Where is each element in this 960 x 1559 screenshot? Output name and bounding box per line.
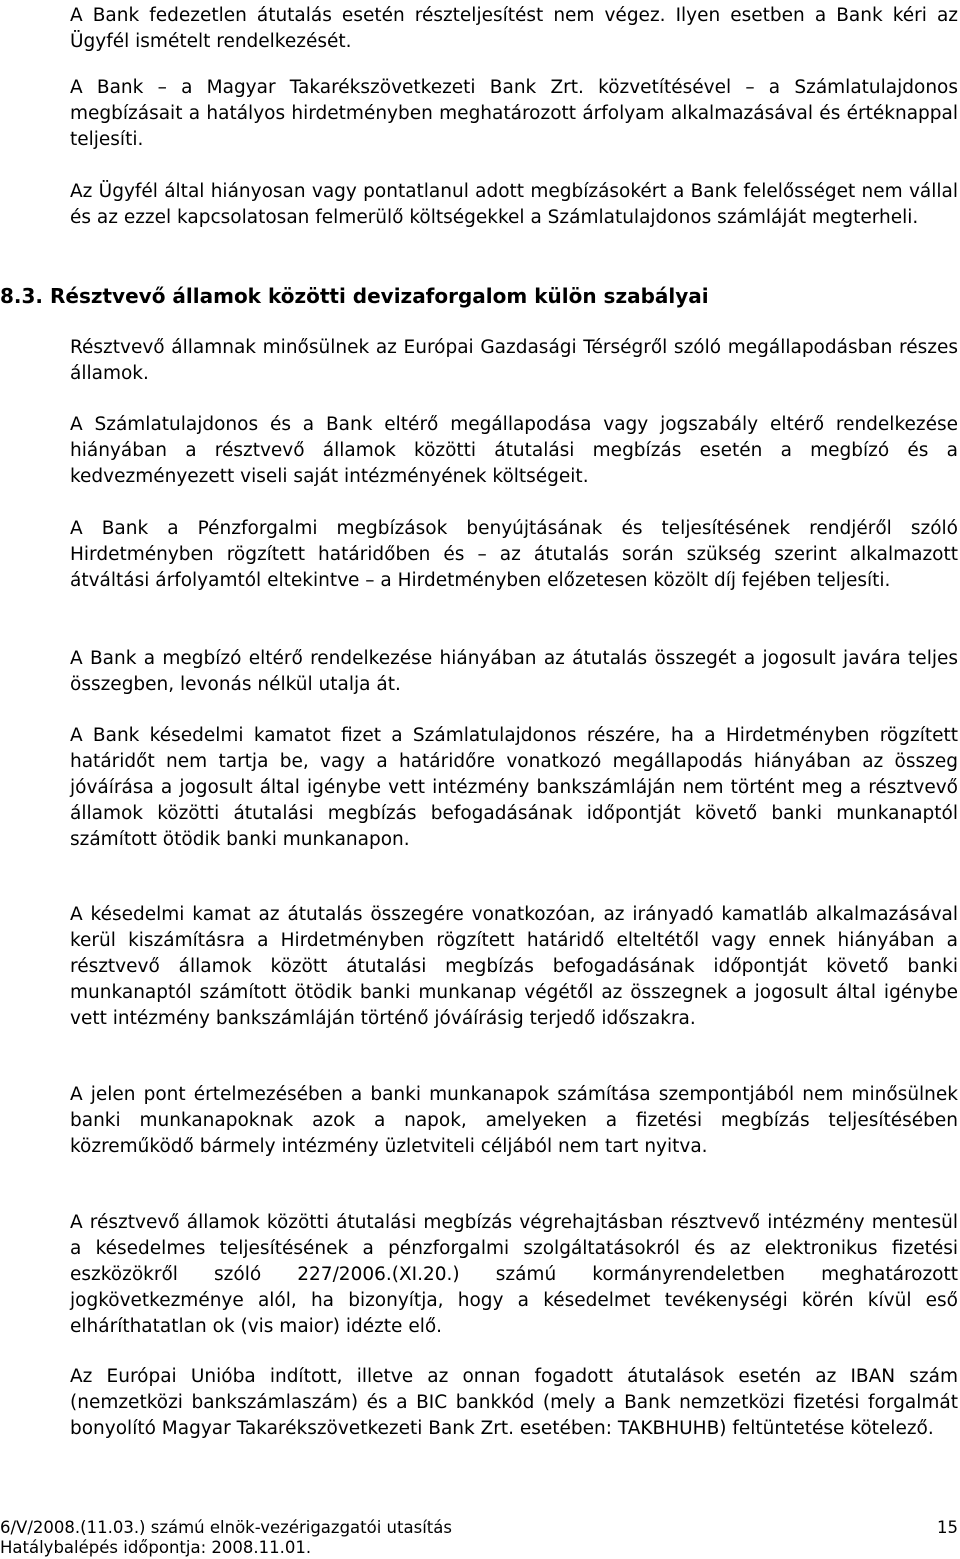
paragraph-8-2-7 [0, 75, 958, 153]
paragraph-8-2-6 [0, 3, 958, 55]
paragraph-text: Résztvevő államnak minősülnek az Európai Gazdasági Térségről szóló megállapodásban részes államok. [70, 337, 958, 384]
paragraph-8-3-5 [0, 723, 958, 853]
paragraph-8-3-2 [0, 412, 958, 490]
paragraph-8-3-8 [0, 1210, 958, 1340]
paragraph-number [0, 646, 70, 672]
paragraph-8-3-6 [0, 902, 958, 1032]
paragraph-8-3-9 [0, 1364, 958, 1442]
footer-page-number: 15 [937, 1518, 958, 1537]
paragraph-number [0, 1364, 70, 1390]
paragraph-8-3-4 [0, 646, 958, 698]
paragraph-8-3-7 [0, 1082, 958, 1160]
paragraph-8-2-8 [0, 179, 958, 231]
paragraph-text: Az Ügyfél által hiányosan vagy pontatlanul adott megbízásokért a Bank felelősséget nem vállal és az ezzel kapcsolatosan felmerülő költségekkel a Számlatulajdonos számláját megterheli. [70, 181, 958, 228]
paragraph-text: A Bank fedezetlen átutalás esetén részteljesítést nem végez. Ilyen esetben a Bank kéri az Ügyfél ismételt rendelkezését. [70, 5, 958, 52]
paragraph-number [0, 179, 70, 205]
paragraph-number [0, 3, 70, 29]
paragraph-number [0, 902, 70, 928]
paragraph-text: A Bank késedelmi kamatot fizet a Számlatulajdonos részére, ha a Hirdetményben rögzített határidőt nem tartja be, vagy a határidőre vonatkozó megállapodás hiányában az összeg jóváírása a jogosult által igénybe vett intézmény bankszámláján nem történt meg a résztvevő államok közötti átutalási megbízás befogadásának időpontját követő banki munkanaptól számított ötödik banki munkanapon. [70, 725, 958, 850]
paragraph-text: A jelen pont értelmezésében a banki munkanapok számítása szempontjából nem minősülnek banki munkanapoknak azok a napok, amelyeken a fizetési megbízás teljesítésében közreműködő bármely intézmény üzletviteli céljából nem tart nyitva. [70, 1084, 958, 1157]
paragraph-8-3-1 [0, 335, 958, 387]
paragraph-text: A Bank a megbízó eltérő rendelkezése hiányában az átutalás összegét a jogosult javára teljes összegben, levonás nélkül utalja át. [70, 648, 958, 695]
paragraph-text: A résztvevő államok közötti átutalási megbízás végrehajtásban résztvevő intézmény mentesül a késedelmes teljesítésének a pénzforgalmi szolgáltatásokról és az elektronikus fizetési eszközökről szóló 227/2006.(XI.20.) számú kormányrendeletben meghatározott jogkövetkezménye alól, ha bizonyítja, hogy a késedelmet tevékenységi körén kívül eső elháríthatatlan ok (vis maior) idézte elő. [70, 1212, 958, 1337]
paragraph-number [0, 412, 70, 438]
paragraph-text: A Számlatulajdonos és a Bank eltérő megállapodása vagy jogszabály eltérő rendelkezése hiányában a résztvevő államok közötti átutalási megbízás esetén a megbízó és a kedvezményezett viseli saját intézményének költségeit. [70, 414, 958, 487]
paragraph-number [0, 723, 70, 749]
paragraph-number [0, 335, 70, 361]
paragraph-text: A Bank a Pénzforgalmi megbízások benyújtásának és teljesítésének rendjéről szóló Hirdetményben rögzített határidőben és – az átutalás során szükség szerint alkalmazott átváltási árfolyamtól eltekintve – a Hirdetményben előzetesen közölt díj fejében teljesíti. [70, 518, 958, 591]
paragraph-8-3-3 [0, 516, 958, 594]
paragraph-text: A késedelmi kamat az átutalás összegére vonatkozóan, az irányadó kamatláb alkalmazásával kerül kiszámításra a Hirdetményben rögzített határidő elteltétől vagy ennek hiányában a résztvevő államok között átutalási megbízás befogadásának időpontját követő banki munkanaptól számított ötödik banki munkanap végétől az összegnek a jogosult által igénybe vett intézmény bankszámláján történő jóváírásig terjedő időszakra. [70, 904, 958, 1029]
paragraph-number [0, 1210, 70, 1236]
paragraph-text: Az Európai Unióba indított, illetve az onnan fogadott átutalások esetén az IBAN szám (nemzetközi bankszámlaszám) és a BIC bankkód (mely a Bank nemzetközi fizetési forgalmát bonyolító Magyar Takarékszövetkezeti Bank Zrt. esetében: TAKBHUHB) feltüntetése kötelező. [70, 1366, 958, 1439]
paragraph-number [0, 75, 70, 101]
paragraph-number [0, 1082, 70, 1108]
footer-effective-date: Hatálybalépés időpontja: 2008.11.01. [0, 1538, 312, 1557]
section-heading: 8.3. Résztvevő államok közötti devizaforgalom külön szabályai [0, 284, 709, 308]
page-footer [0, 1518, 958, 1558]
paragraph-number [0, 516, 70, 542]
footer-doc-reference: 6/V/2008.(11.03.) számú elnök-vezérigazgatói utasítás [0, 1518, 452, 1537]
paragraph-text: A Bank – a Magyar Takarékszövetkezeti Bank Zrt. közvetítésével – a Számlatulajdonos megbízásait a hatályos hirdetményben meghatározott árfolyam alkalmazásával és értéknappal teljesíti. [70, 77, 958, 150]
